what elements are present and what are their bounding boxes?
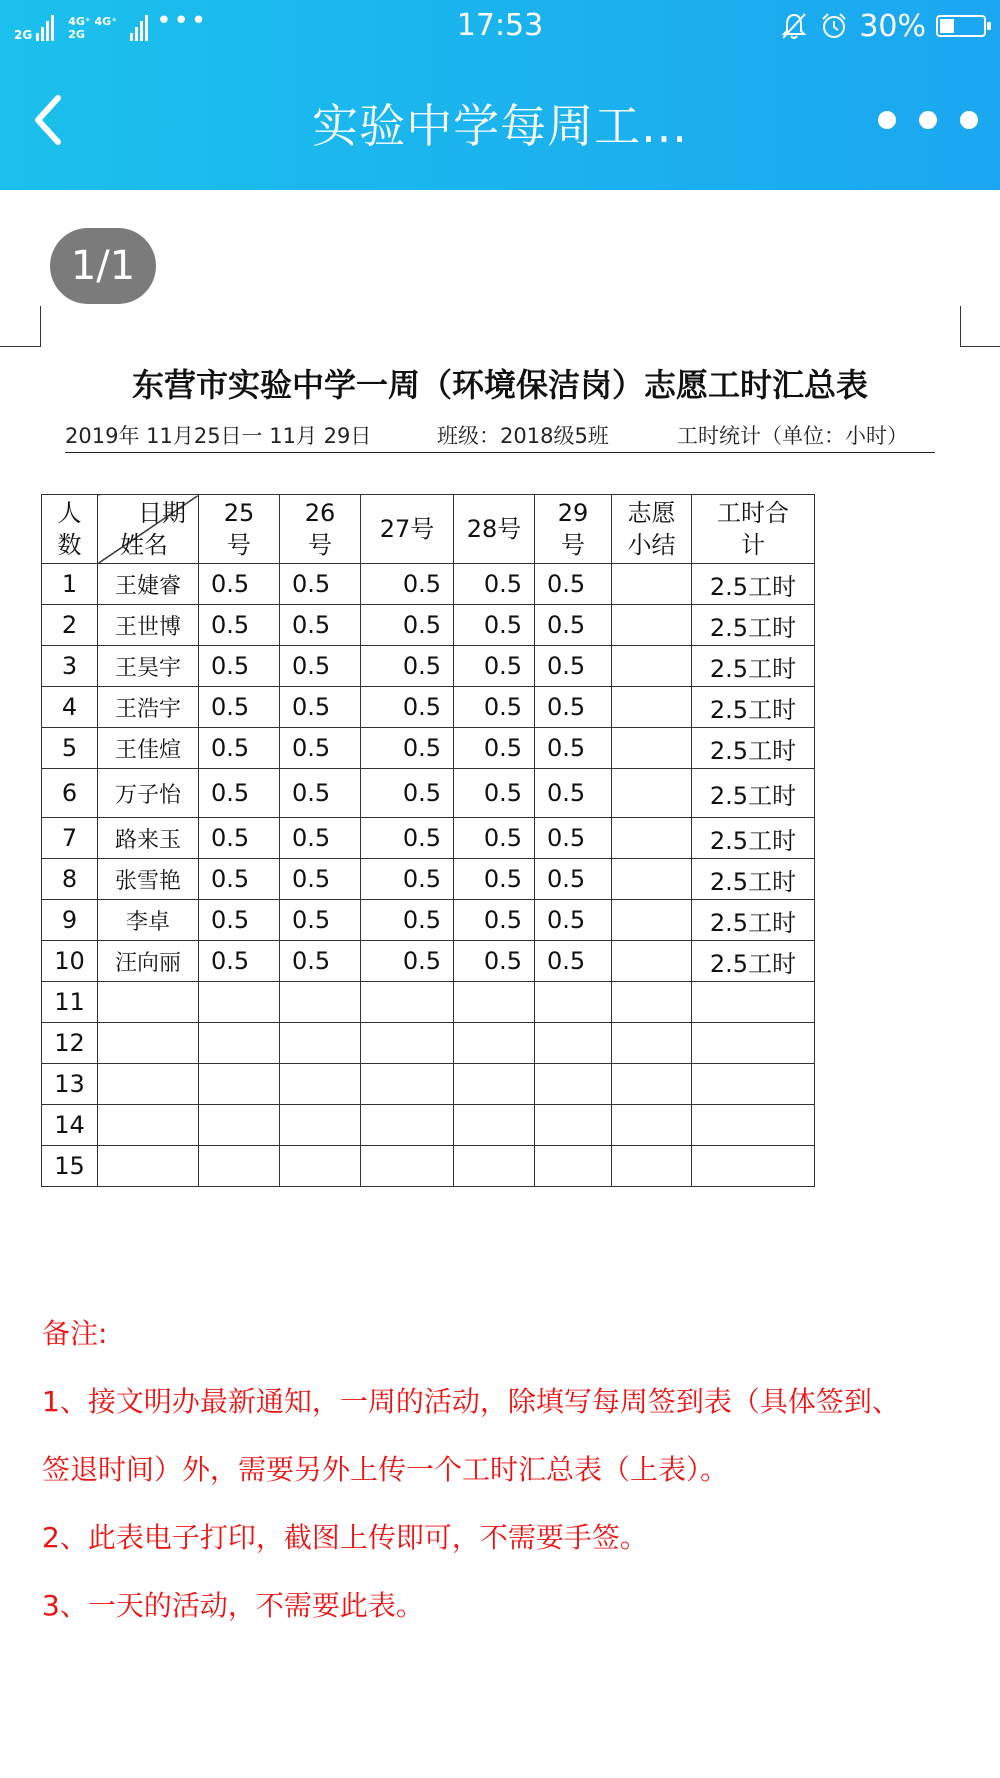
row-total: 2.5工时 (692, 818, 815, 859)
alarm-icon (819, 11, 849, 41)
row-total: 2.5工时 (692, 564, 815, 605)
unit-label: 工时统计（单位：小时） (677, 424, 908, 448)
row-d27: 0.5 (361, 646, 454, 687)
row-total: 2.5工时 (692, 646, 815, 687)
row-summary (612, 1146, 692, 1187)
row-total (692, 1064, 815, 1105)
row-index: 10 (42, 941, 98, 982)
row-d26 (280, 1023, 361, 1064)
table-row (42, 564, 815, 605)
row-d26: 0.5 (280, 687, 361, 728)
row-d25: 0.5 (199, 728, 280, 769)
row-d25: 0.5 (199, 859, 280, 900)
row-d27 (361, 1064, 454, 1105)
back-button[interactable] (18, 88, 78, 152)
row-total: 2.5工时 (692, 605, 815, 646)
row-d29: 0.5 (535, 687, 612, 728)
row-d25 (199, 982, 280, 1023)
notes-line: 3、一天的活动，不需要此表。 (42, 1589, 424, 1622)
battery-percent: 30% (859, 8, 926, 44)
bell-off-icon (779, 11, 809, 41)
row-index: 11 (42, 982, 98, 1023)
row-d25: 0.5 (199, 564, 280, 605)
more-button[interactable] (878, 100, 978, 140)
row-d27: 0.5 (361, 687, 454, 728)
row-d29: 0.5 (535, 646, 612, 687)
row-d25 (199, 1023, 280, 1064)
row-d28: 0.5 (454, 564, 535, 605)
row-total (692, 1146, 815, 1187)
header-total: 工时合计 (692, 495, 815, 564)
header-summary: 志愿小结 (612, 495, 692, 564)
table-row (42, 982, 815, 1023)
row-d26: 0.5 (280, 728, 361, 769)
table-row (42, 1064, 815, 1105)
row-d26: 0.5 (280, 646, 361, 687)
row-d25 (199, 1064, 280, 1105)
page-title: 实验中学每周工... (312, 99, 688, 153)
row-d26 (280, 1146, 361, 1187)
row-d29 (535, 1023, 612, 1064)
row-d27: 0.5 (361, 769, 454, 818)
row-d29: 0.5 (535, 900, 612, 941)
row-summary (612, 687, 692, 728)
header-d26: 26号 (280, 495, 361, 564)
header-d28: 28号 (454, 495, 535, 564)
network-type-label: 4G⁺ 4G⁺ 2G (68, 15, 118, 41)
row-d26: 0.5 (280, 900, 361, 941)
row-d27: 0.5 (361, 818, 454, 859)
network-type-label: 2G (14, 28, 33, 42)
row-d27: 0.5 (361, 605, 454, 646)
notes (42, 1300, 972, 1640)
row-d25: 0.5 (199, 687, 280, 728)
row-index: 14 (42, 1105, 98, 1146)
row-name: 王婕睿 (98, 564, 199, 605)
row-d28 (454, 982, 535, 1023)
notes-line: 2、此表电子打印，截图上传即可，不需要手签。 (42, 1521, 648, 1554)
row-d28 (454, 1146, 535, 1187)
row-d29: 0.5 (535, 605, 612, 646)
row-index: 15 (42, 1146, 98, 1187)
row-index: 3 (42, 646, 98, 687)
row-summary (612, 818, 692, 859)
row-d29 (535, 982, 612, 1023)
row-index: 4 (42, 687, 98, 728)
chevron-left-icon (18, 88, 78, 152)
row-d29: 0.5 (535, 769, 612, 818)
row-d25: 0.5 (199, 900, 280, 941)
document-subtitle (65, 420, 935, 453)
row-index: 2 (42, 605, 98, 646)
row-total: 2.5工时 (692, 769, 815, 818)
row-d25: 0.5 (199, 941, 280, 982)
row-total (692, 1023, 815, 1064)
document-title: 东营市实验中学一周（环境保洁岗）志愿工时汇总表 (131, 366, 868, 404)
row-d26: 0.5 (280, 941, 361, 982)
row-d29: 0.5 (535, 818, 612, 859)
row-d26: 0.5 (280, 564, 361, 605)
table-row (42, 1146, 815, 1187)
more-dots-icon (878, 111, 896, 129)
table-row (42, 859, 815, 900)
row-d29: 0.5 (535, 564, 612, 605)
table-row (42, 687, 815, 728)
row-name: 王浩宇 (98, 687, 199, 728)
row-name (98, 1023, 199, 1064)
row-d26 (280, 1064, 361, 1105)
status-bar (0, 0, 1000, 52)
header-d27: 27号 (361, 495, 454, 564)
row-d29: 0.5 (535, 941, 612, 982)
row-total: 2.5工时 (692, 728, 815, 769)
row-d27: 0.5 (361, 941, 454, 982)
table-row (42, 605, 815, 646)
row-summary (612, 982, 692, 1023)
row-d26: 0.5 (280, 818, 361, 859)
row-d26 (280, 1105, 361, 1146)
nav-bar (0, 52, 1000, 190)
row-name: 王世博 (98, 605, 199, 646)
row-d28 (454, 1064, 535, 1105)
row-d25: 0.5 (199, 818, 280, 859)
row-summary (612, 769, 692, 818)
row-summary (612, 941, 692, 982)
row-total: 2.5工时 (692, 941, 815, 982)
row-index: 6 (42, 769, 98, 818)
header-count: 人数 (42, 495, 98, 564)
row-summary (612, 859, 692, 900)
row-d27 (361, 1105, 454, 1146)
row-d25: 0.5 (199, 769, 280, 818)
header-date-name (98, 495, 199, 564)
row-index: 7 (42, 818, 98, 859)
row-d29 (535, 1064, 612, 1105)
row-name (98, 1105, 199, 1146)
header-d25: 25号 (199, 495, 280, 564)
row-index: 9 (42, 900, 98, 941)
table-row (42, 646, 815, 687)
row-d28 (454, 1105, 535, 1146)
row-d25: 0.5 (199, 605, 280, 646)
table-row (42, 1023, 815, 1064)
header-name: 姓名 (120, 531, 168, 559)
row-summary (612, 1105, 692, 1146)
row-d28: 0.5 (454, 769, 535, 818)
row-d28: 0.5 (454, 646, 535, 687)
row-name (98, 1064, 199, 1105)
row-d28: 0.5 (454, 687, 535, 728)
class-label: 班级：2018级5班 (437, 424, 609, 448)
row-d26: 0.5 (280, 769, 361, 818)
battery-fill (940, 19, 954, 33)
table-header-row (42, 495, 815, 564)
table-row (42, 728, 815, 769)
row-d26: 0.5 (280, 859, 361, 900)
row-name: 汪向丽 (98, 941, 199, 982)
app-header (0, 0, 1000, 190)
row-d25: 0.5 (199, 646, 280, 687)
row-name: 李卓 (98, 900, 199, 941)
row-index: 13 (42, 1064, 98, 1105)
row-total (692, 982, 815, 1023)
header-d29: 29号 (535, 495, 612, 564)
row-summary (612, 900, 692, 941)
row-index: 12 (42, 1023, 98, 1064)
row-d29: 0.5 (535, 728, 612, 769)
row-name (98, 1146, 199, 1187)
page-indicator: 1/1 (50, 228, 156, 304)
row-total: 2.5工时 (692, 900, 815, 941)
table-row (42, 941, 815, 982)
row-d28: 0.5 (454, 900, 535, 941)
row-d29 (535, 1146, 612, 1187)
row-d29 (535, 1105, 612, 1146)
row-name: 万子怡 (98, 769, 199, 818)
row-d28: 0.5 (454, 818, 535, 859)
row-d26: 0.5 (280, 605, 361, 646)
header-date: 日期 (138, 499, 186, 527)
row-d27 (361, 1023, 454, 1064)
hours-table (41, 494, 815, 1187)
row-d28: 0.5 (454, 859, 535, 900)
row-d28 (454, 1023, 535, 1064)
crop-mark (960, 306, 1000, 347)
crop-mark (0, 306, 41, 347)
row-summary (612, 646, 692, 687)
date-range: 2019年 11月25日一 11月 29日 (65, 424, 372, 448)
table-row (42, 769, 815, 818)
row-total: 2.5工时 (692, 859, 815, 900)
status-time: 17:53 (456, 8, 544, 43)
row-total: 2.5工时 (692, 687, 815, 728)
row-d26 (280, 982, 361, 1023)
row-name: 张雪艳 (98, 859, 199, 900)
more-notifications-icon: ••• (156, 6, 209, 36)
table-row (42, 818, 815, 859)
row-summary (612, 728, 692, 769)
row-d28: 0.5 (454, 728, 535, 769)
row-d25 (199, 1146, 280, 1187)
row-summary (612, 564, 692, 605)
table-row (42, 900, 815, 941)
row-d28: 0.5 (454, 941, 535, 982)
row-index: 5 (42, 728, 98, 769)
row-index: 8 (42, 859, 98, 900)
row-d25 (199, 1105, 280, 1146)
table-row (42, 1105, 815, 1146)
row-summary (612, 1023, 692, 1064)
row-name: 王佳煊 (98, 728, 199, 769)
row-index: 1 (42, 564, 98, 605)
battery-icon (936, 15, 986, 37)
row-name: 路来玉 (98, 818, 199, 859)
row-name: 王昊宇 (98, 646, 199, 687)
notes-line: 1、接文明办最新通知，一周的活动，除填写每周签到表（具体签到、 (42, 1385, 900, 1418)
row-d27 (361, 1146, 454, 1187)
row-summary (612, 605, 692, 646)
row-d27: 0.5 (361, 859, 454, 900)
row-d29: 0.5 (535, 859, 612, 900)
row-name (98, 982, 199, 1023)
row-d27: 0.5 (361, 900, 454, 941)
notes-line: 签退时间）外，需要另外上传一个工时汇总表（上表）。 (42, 1453, 729, 1486)
status-right-icons (779, 6, 986, 46)
notes-heading: 备注: (42, 1317, 108, 1350)
row-total (692, 1105, 815, 1146)
row-d27: 0.5 (361, 564, 454, 605)
row-d28: 0.5 (454, 605, 535, 646)
row-d27: 0.5 (361, 728, 454, 769)
row-d27 (361, 982, 454, 1023)
row-summary (612, 1064, 692, 1105)
